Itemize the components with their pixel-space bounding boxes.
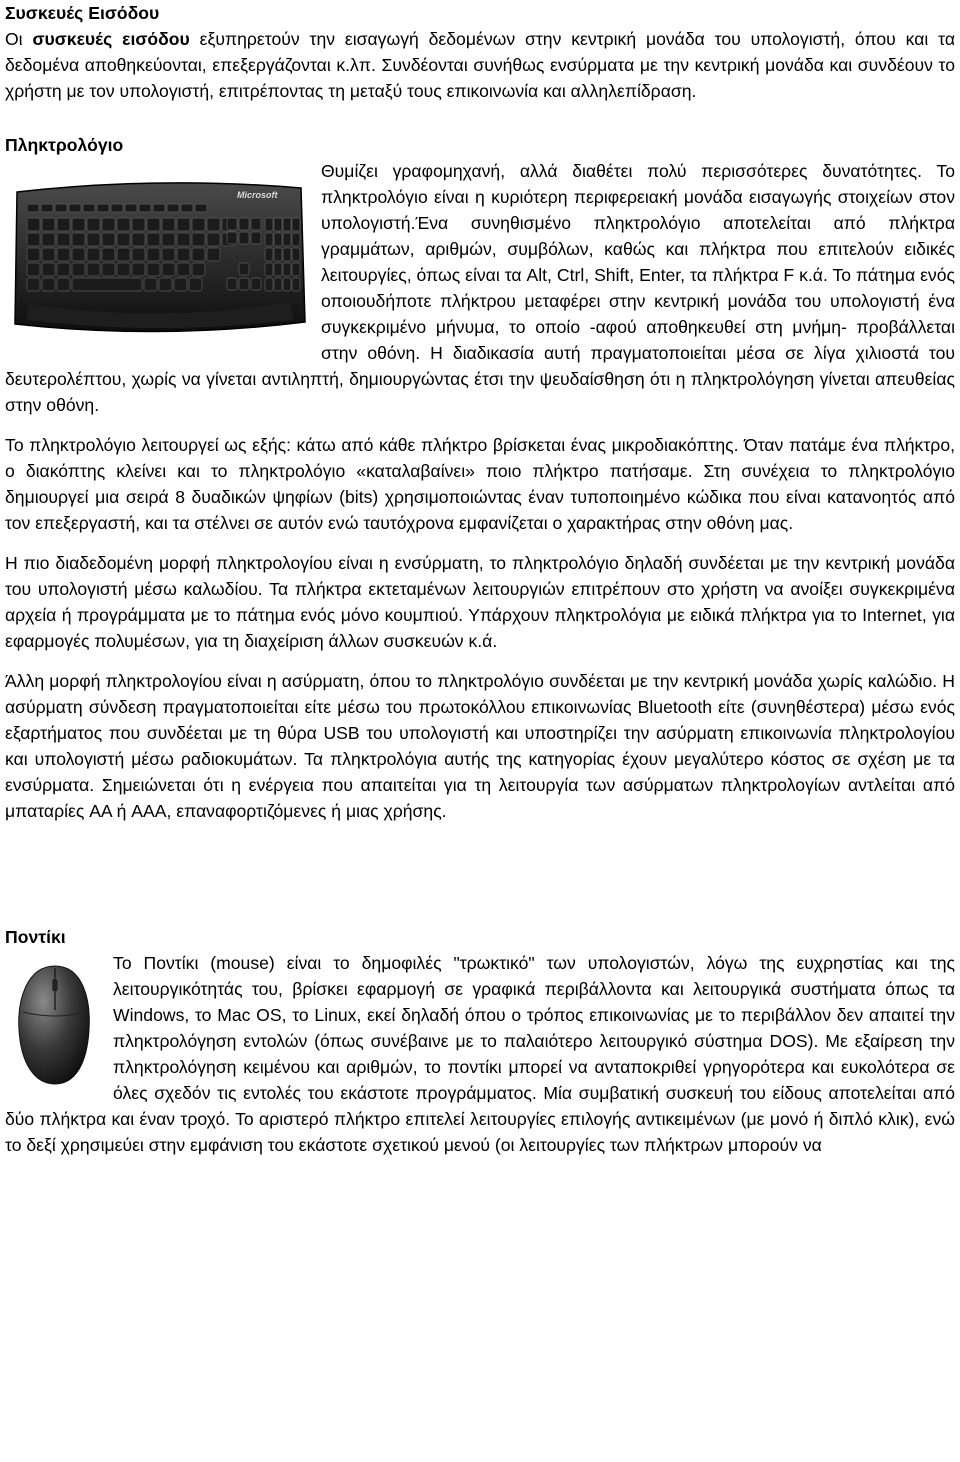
keyboard-key: [239, 218, 249, 230]
keyboard-key: [239, 263, 249, 275]
keyboard-key: [292, 218, 300, 231]
keyboard-key: [274, 218, 282, 231]
keyboard-key: [27, 233, 40, 246]
keyboard-key: [162, 248, 175, 261]
keyboard-key: [147, 233, 160, 246]
keyboard-key: [132, 248, 145, 261]
keyboard-key: [265, 248, 273, 261]
keyboard-key: [117, 233, 130, 246]
keyboard-key: [274, 233, 282, 246]
keyboard-key: [227, 278, 237, 290]
keyboard-key: [42, 263, 55, 276]
keyboard-key: [195, 204, 207, 212]
keyboard-key: [147, 248, 160, 261]
keyboard-key: [57, 218, 70, 231]
keyboard-key: [27, 204, 39, 212]
keyboard-key: [42, 233, 55, 246]
keyboard-key: [57, 233, 70, 246]
mouse-illustration: [5, 960, 105, 1090]
keyboard-key: [251, 232, 261, 244]
keyboard-key: [27, 218, 40, 231]
keyboard-paragraph-4: Άλλη μορφή πληκτρολογίου είναι η ασύρματη, όπου το πληκτρολόγιο συνδέεται με την κεντρική μονάδα χωρίς καλώδιο. Η ασύρματη σύνδεση πραγματοποιείται είτε μέσω του πρωτοκόλλου επικοινωνίας Bluetooth είτε (συνηθέστερα) μέσω ενός εξαρτήματος που συνδέεται με τη θύρα USB του υπολογιστή και υποστηρίζει την ασύρματη επικοινωνία πληκτρολογίου και υπολογιστή μέσω ραδιοκυμάτων. Τα πληκτρολόγια αυτής της κατηγορίας έχουν μεγαλύτερο κόστος σε σχέση με τα ενσύρματα. Σημειώνεται ότι η ενέργεια που απαιτείται για τη λειτουργία των ασύρματων πληκτρολογίων αντλείται από μπαταρίες AA ή AAA, επαναφορτιζόμενες ή μιας χρήσης.: [5, 671, 955, 821]
intro-text-start: Οι: [5, 29, 33, 49]
keyboard-key: [57, 263, 70, 276]
keyboard-key: [117, 263, 130, 276]
keyboard-key: [292, 248, 300, 261]
keyboard-key: [102, 218, 115, 231]
keyboard-key: [132, 233, 145, 246]
keyboard-key: [27, 278, 40, 291]
keyboard-key: [283, 218, 291, 231]
mouse-paragraph-1: [5, 950, 955, 1158]
keyboard-key: [87, 248, 100, 261]
keyboard-key: [147, 218, 160, 231]
keyboard-key: [27, 248, 40, 261]
mouse-image: [5, 960, 105, 1090]
keyboard-key: [227, 232, 237, 244]
keyboard-image: [9, 174, 309, 342]
keyboard-key: [132, 263, 145, 276]
keyboard-key: [139, 204, 151, 212]
keyboard-key: [117, 218, 130, 231]
keyboard-key: [274, 263, 282, 276]
keyboard-key: [111, 204, 123, 212]
keyboard-key: [292, 263, 300, 276]
keyboard-paragraph-2: Το πληκτρολόγιο λειτουργεί ως εξής: κάτω από κάθε πλήκτρο βρίσκεται ένας μικροδιακόπτης. Όταν πατάμε ένα πλήκτρο, ο διακόπτης κλείνει και το πληκτρολόγιο «καταλαβαίνει» ποιο πλήκτρο πατήσαμε. Στη συνέχεια το πληκτρολόγιο δημιουργεί μια σειρά 8 δυαδικών ψηφίων (bits) χρησιμοποιώντας έναν τυποποιημένο κώδικα που είναι κατανοητός από τον επεξεργαστή, και τα στέλνει σε αυτόν ενώ ταυτόχρονα εμφανίζεται ο χαρακτήρας στην οθόνη μας.: [5, 435, 955, 533]
keyboard-key: [41, 204, 53, 212]
section-title-keyboard: Πληκτρολόγιο: [5, 135, 124, 155]
keyboard-key: [102, 233, 115, 246]
keyboard-key: [57, 248, 70, 261]
keyboard-key: [153, 204, 165, 212]
keyboard-key: [42, 218, 55, 231]
keyboard-key: [174, 278, 187, 291]
keyboard-key: [177, 263, 190, 276]
keyboard-key: [181, 204, 193, 212]
keyboard-key: [239, 278, 249, 290]
keyboard-key: [69, 204, 81, 212]
intro-bold-term: συσκευές εισόδου: [32, 29, 190, 49]
keyboard-key: [162, 218, 175, 231]
keyboard-key: [83, 204, 95, 212]
keyboard-key: [265, 263, 273, 276]
keyboard-key: [207, 233, 220, 246]
keyboard-key: [72, 263, 85, 276]
keyboard-key: [283, 248, 291, 261]
keyboard-key: [177, 218, 190, 231]
keyboard-key: [192, 233, 205, 246]
keyboard-key: [192, 263, 205, 276]
section-title-mouse: Ποντίκι: [5, 927, 66, 947]
keyboard-key: [265, 218, 273, 231]
keyboard-key: [55, 204, 67, 212]
keyboard-key: [274, 248, 282, 261]
document-page: [5, 0, 955, 1158]
keyboard-key: [147, 263, 160, 276]
keyboard-key: [102, 248, 115, 261]
keyboard-key: [192, 218, 205, 231]
keyboard-key: [292, 233, 300, 246]
keyboard-key: [167, 204, 179, 212]
keyboard-key: [227, 218, 237, 230]
keyboard-key: [283, 233, 291, 246]
keyboard-key: [117, 248, 130, 261]
keyboard-key: [274, 278, 282, 291]
keyboard-key: [162, 263, 175, 276]
intro-paragraph: [5, 26, 955, 104]
keyboard-key: [192, 248, 205, 261]
keyboard-key: [251, 278, 261, 290]
keyboard-paragraph-3: Η πιο διαδεδομένη μορφή πληκτρολογίου είναι η ενσύρματη, το πληκτρολόγιο δηλαδή συνδέεται με την κεντρική μονάδα του υπολογιστή μέσω καλωδίου. Τα πλήκτρα εκτεταμένων λειτουργιών επιτρέπουν στο χρήστη να ανοίξει συγκεκριμένα αρχεία ή προγράμματα με το πάτημα ενός μόνο κουμπιού. Υπάρχουν πληκτρολόγια με ειδικά πλήκτρα για το Internet, για εφαρμογές πολυμέσων, για τη διαχείριση άλλων συσκευών κ.ά.: [5, 553, 955, 651]
keyboard-key: [72, 278, 142, 291]
keyboard-key: [87, 233, 100, 246]
keyboard-key: [177, 233, 190, 246]
keyboard-key: [72, 218, 85, 231]
keyboard-key: [42, 248, 55, 261]
keyboard-key: [207, 248, 220, 261]
keyboard-key: [42, 278, 55, 291]
keyboard-key: [265, 278, 273, 291]
keyboard-key: [102, 263, 115, 276]
keyboard-key: [283, 278, 291, 291]
keyboard-key: [292, 278, 300, 291]
keyboard-key: [265, 233, 273, 246]
section-title-input-devices: Συσκευές Εισόδου: [5, 3, 160, 23]
keyboard-key: [207, 218, 220, 231]
keyboard-key: [132, 218, 145, 231]
keyboard-key: [189, 278, 202, 291]
keyboard-key: [144, 278, 157, 291]
keyboard-brand-logo: Microsoft: [237, 190, 278, 200]
keyboard-key: [72, 233, 85, 246]
keyboard-key: [283, 263, 291, 276]
keyboard-key: [97, 204, 109, 212]
keyboard-key: [162, 233, 175, 246]
keyboard-key: [72, 248, 85, 261]
keyboard-key: [239, 232, 249, 244]
keyboard-paragraph-1: Θυμίζει γραφομηχανή, αλλά διαθέτει πολύ περισσότερες δυνατότητες. Το πληκτρολόγιο είναι η κυριότερη περιφερειακή μονάδα εισαγωγής στοιχείων στον υπολογιστή.Ένα συνηθισμένο πληκτρολόγιο αποτελείται από πλήκτρα γραμμάτων, αριθμών, συμβόλων, καθώς και πλήκτρα που επιτελούν ειδικές λειτουργίες, όπως είναι τα Alt, Ctrl, Shift, Enter, τα πλήκτρα F κ.ά. Το πάτημα ενός οποιουδήποτε πλήκτρου μεταφέρει στην κεντρική μονάδα του υπολογιστή ένα συγκεκριμένο μήνυμα, το οποίο -αφού αποθηκευθεί στη μνήμη- προβάλλεται στην οθόνη. Η διαδικασία αυτή πραγματοποιείται μέσα σε λίγα χιλιοστά του δευτερολέπτου, χωρίς να γίνεται αντιληπτή, δημιουργώντας έτσι την ψευδαίσθηση ότι η πληκτρολόγηση γίνεται απευθείας στην οθόνη.: [5, 161, 955, 415]
keyboard-key: [125, 204, 137, 212]
keyboard-key: [57, 278, 70, 291]
keyboard-key: [87, 218, 100, 231]
keyboard-key: [87, 263, 100, 276]
keyboard-illustration: [9, 174, 309, 342]
keyboard-key: [27, 263, 40, 276]
mouse-paragraph-text: Το Ποντίκι (mouse) είναι το δημοφιλές "τρωκτικό" των υπολογιστών, λόγω της ευχρηστίας και της λειτουργικότητάς του, βρίσκει εφαρμογή σε γραφικά περιβάλλοντα και λειτουργικά συστήματα όπως τα Windows, το Mac OS, το Linux, εκεί δηλαδή όπου ο τρόπος επικοινωνίας με το περιβάλλον δεν απαιτεί την πληκτρολόγηση εντολών (όπως συνέβαινε με το παλαιότερο λειτουργικό σύστημα DOS). Με εξαίρεση την πληκτρολόγηση κειμένου και αριθμών, το ποντίκι μπορεί να ανταποκριθεί γρηγορότερα και ευκολότερα σε όλες σχεδόν τις εντολές του εκάστοτε προγράμματος. Μία συμβατική συσκευή του είδους αποτελείται από δύο πλήκτρα και έναν τροχό. Το αριστερό πλήκτρο επιτελεί λειτουργίες επιλογής αντικειμένων (με μονό ή διπλό κλικ), ενώ το δεξί χρησιμεύει στην εμφάνιση του εκάστοτε σχετικού μενού (οι λειτουργίες των πλήκτρων μπορούν να: [5, 953, 955, 1155]
intro-text-rest: εξυπηρετούν την εισαγωγή δεδομένων στην κεντρική μονάδα του υπολογιστή, όπου και τα δεδομένα αποθηκεύονται, επεξεργάζονται κ.λπ. Συνδέονται συνήθως ενσύρματα με την κεντρική μονάδα και συνδέουν το χρήστη με τον υπολογιστή, επιτρέποντας τη μεταξύ τους επικοινωνία και αλληλεπίδραση.: [5, 29, 955, 101]
keyboard-key: [251, 218, 261, 230]
keyboard-key: [177, 248, 190, 261]
keyboard-key: [159, 278, 172, 291]
